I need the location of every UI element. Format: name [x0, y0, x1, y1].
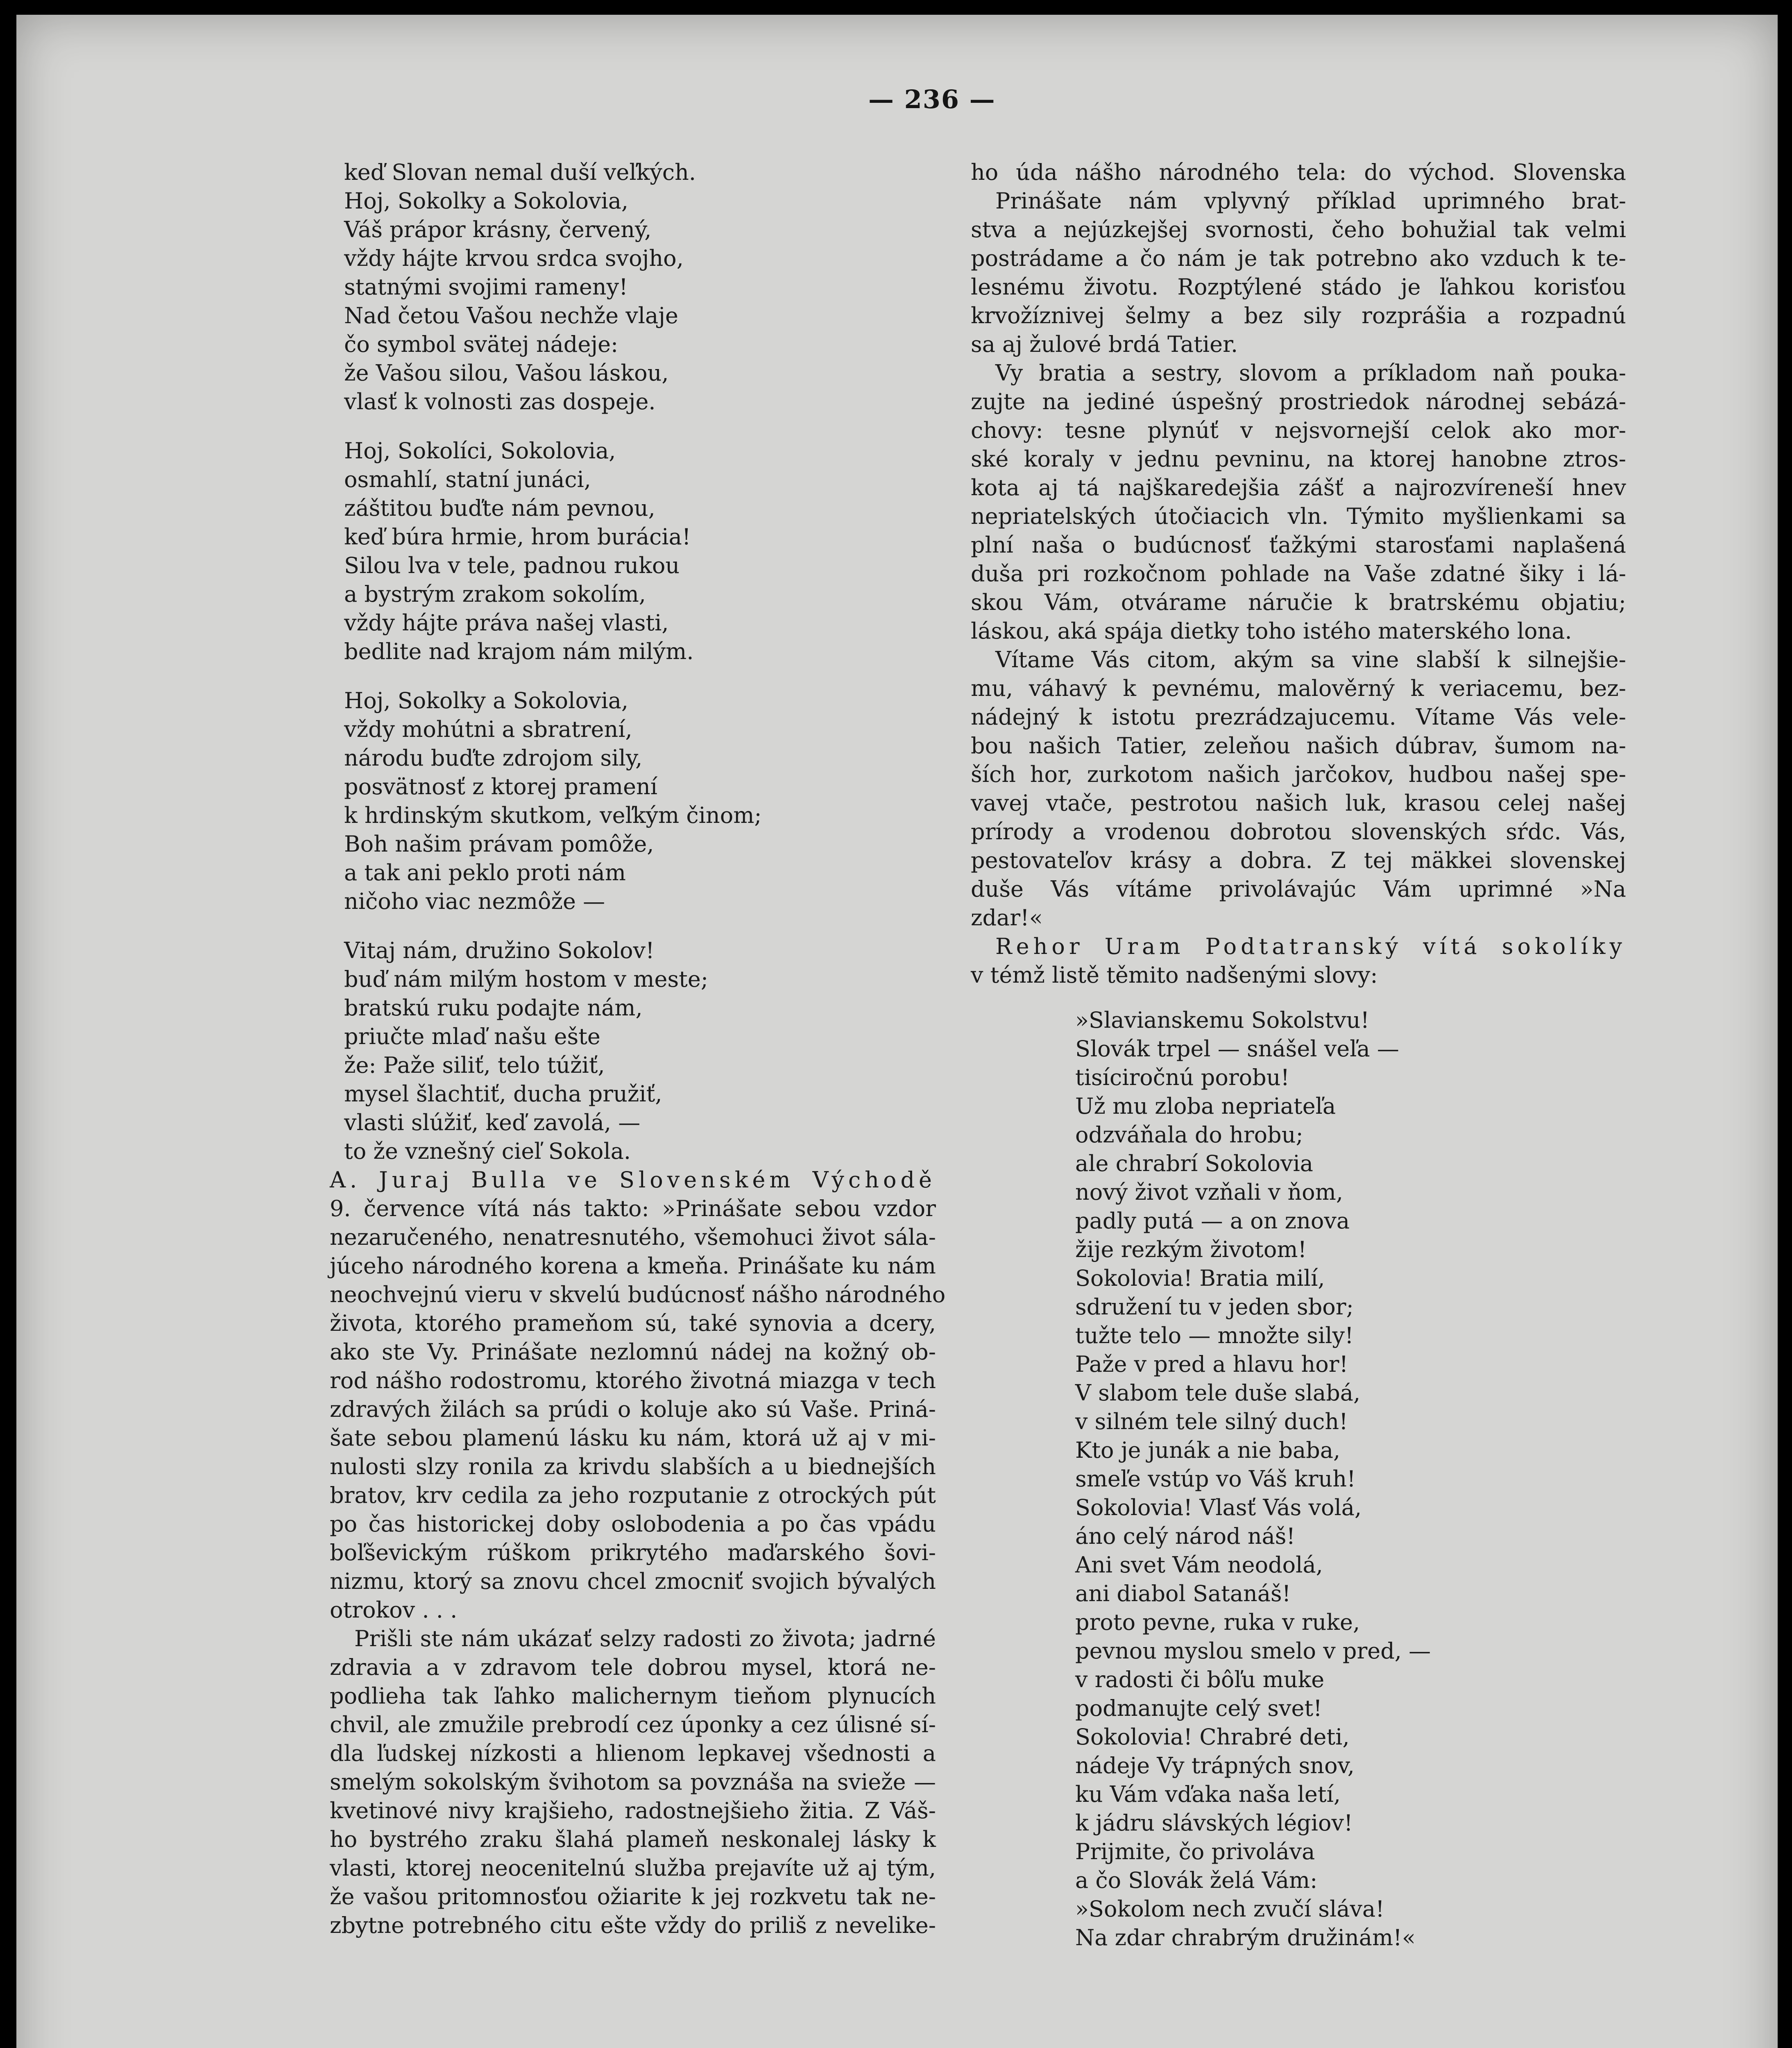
- text-line: bratskú ruku podajte nám,: [344, 995, 643, 1021]
- text-line: nezaručeného, nenatresnutého, všemohuci život sála-: [330, 1224, 936, 1250]
- text-line: kota aj tá najškaredejšia zášť a najrozvíreneší hnev: [971, 475, 1626, 501]
- text-line: ničoho viac nezmôže —: [344, 888, 605, 914]
- text-line: smeľe vstúp vo Váš kruh!: [1075, 1466, 1356, 1492]
- text-line: Hoj, Sokolky a Sokolovia,: [344, 188, 629, 214]
- text-line: chvil, ale zmužile prebrodí cez úponky a cez úlisné sí-: [330, 1712, 936, 1738]
- text-line: osmahlí, statní junáci,: [344, 467, 591, 492]
- text-line: vlasť k volnosti zas dospeje.: [344, 389, 656, 415]
- poem-stanza-4: [330, 936, 936, 1166]
- text-line: zujte na jediné úspešný prostriedok národnej sebázá-: [971, 389, 1626, 415]
- text-line: 9. července vítá nás takto: »Prinášate sebou vzdor: [330, 1196, 936, 1221]
- text-line: dla ľudskej nízkosti a hlienom lepkavej všednosti a: [330, 1740, 936, 1766]
- text-line: nulosti slzy ronila za krivdu slabších a u biednejších: [330, 1454, 936, 1479]
- text-line: nepriatelských útočiacich vln. Týmito myšlienkami sa: [971, 503, 1626, 529]
- right-column: [971, 158, 1626, 1952]
- text-line: »Slavianskemu Sokolstvu!: [1075, 1007, 1370, 1033]
- text-line: duše Vás vítáme privolávajúc Vám uprimné »Na: [971, 876, 1626, 902]
- text-line: Vitaj nám, družino Sokolov!: [344, 938, 655, 963]
- text-line: čo symbol svätej nádeje:: [344, 331, 618, 357]
- text-line: júceho národného korena a kmeňa. Prinášate ku nám: [330, 1253, 936, 1279]
- text-line: podmanujte celý svet!: [1075, 1695, 1322, 1721]
- text-line: vždy mohútni a sbratrení,: [344, 716, 632, 742]
- text-line: že Vašou silou, Vašou láskou,: [344, 360, 669, 386]
- text-line: Už mu zloba nepriateľa: [1075, 1093, 1336, 1119]
- text-line: ších hor, zurkotom našich jarčokov, hudbou našej spe-: [971, 761, 1626, 787]
- text-line: a bystrým zrakom sokolím,: [344, 581, 646, 607]
- text-line: ské koraly v jednu pevninu, na ktorej hanobne ztros-: [971, 446, 1626, 472]
- text-line: že vašou pritomnosťou ožiarite k jej rozkvetu tak ne-: [330, 1884, 936, 1910]
- text-line: Rehor Uram Podtatranský vítá sokolíky: [995, 933, 1626, 959]
- text-line: záštitou buďte nám pevnou,: [344, 495, 655, 521]
- text-line: Váš prápor krásny, červený,: [344, 217, 652, 242]
- text-line: buď nám milým hostom v meste;: [344, 966, 709, 992]
- text-line: bratov, krv cedila za jeho rozputanie z otrockých pút: [330, 1482, 936, 1508]
- text-line: zdravia a v zdravom tele dobrou mysel, ktorá ne-: [330, 1654, 936, 1680]
- text-line: Paže v pred a hlavu hor!: [1075, 1351, 1348, 1377]
- text-line: pestovateľov krásy a dobra. Z tej mäkkei slovenskej: [971, 847, 1626, 873]
- text-line: otrokov . . .: [330, 1597, 458, 1623]
- text-line: vždy hájte krvou srdca svojho,: [344, 245, 684, 271]
- text-line: ako ste Vy. Prinášate nezlomnú nádej na kožný ob-: [330, 1339, 936, 1365]
- text-line: v radosti či bôľu muke: [1075, 1667, 1325, 1692]
- poem-stanza-1: [330, 158, 936, 416]
- text-line: ho úda nášho národného tela: do východ. Slovenska: [971, 159, 1626, 185]
- text-line: to že vznešný cieľ Sokola.: [344, 1138, 631, 1164]
- text-line: krvožíznivej šelmy a bez sily rozprášia a rozpadnú: [971, 303, 1626, 328]
- text-line: nový život vzňali v ňom,: [1075, 1179, 1343, 1205]
- text-line: bou našich Tatier, zeleňou našich dúbrav, šumom na-: [971, 733, 1626, 759]
- text-line: neochvejnú vieru v skvelú budúcnosť nášho národného: [330, 1282, 946, 1307]
- text-line: kvetinové nivy krajšieho, radostnejšieho žitia. Z Váš-: [330, 1798, 936, 1824]
- text-line: láskou, aká spája dietky toho istého materského lona.: [971, 618, 1572, 644]
- text-line: a tak ani peklo proti nám: [344, 860, 626, 886]
- text-line: Hoj, Sokolky a Sokolovia,: [344, 688, 629, 714]
- text-line: V slabom tele duše slabá,: [1075, 1380, 1361, 1406]
- text-line: prírody a vrodenou dobrotou slovenských sŕdc. Vás,: [971, 819, 1626, 845]
- text-line: Sokolovia! Chrabré deti,: [1075, 1724, 1350, 1750]
- text-line: posvätnosť z ktorej pramení: [344, 774, 658, 800]
- text-line: mysel šlachtiť, ducha pružiť,: [344, 1081, 662, 1107]
- prose-paragraph-2: [971, 359, 1626, 646]
- text-line: žije rezkým životom!: [1075, 1237, 1307, 1262]
- text-line: že: Paže siliť, telo túžiť,: [344, 1052, 605, 1078]
- text-line: stva a nejúzkejšej svornosti, čeho bohužial tak velmi: [971, 217, 1626, 242]
- text-line: Boh našim právam pomôže,: [344, 831, 654, 857]
- text-line: Prinášate nám vplyvný příklad uprimného brat-: [995, 188, 1626, 214]
- text-line: mu, váhavý k pevnému, malověrný k veriacemu, bez-: [971, 675, 1626, 701]
- text-line: v silném tele silný duch!: [1075, 1409, 1348, 1434]
- text-line: Na zdar chrabrým družinám!«: [1075, 1925, 1416, 1951]
- text-line: nádejný k istotu prezrádzajucemu. Vítame Vás vele-: [971, 704, 1626, 730]
- text-line: vlasti slúžiť, keď zavolá, —: [344, 1110, 641, 1135]
- text-line: vlasti, ktorej neocenitelnú služba prejavíte už aj tým,: [330, 1855, 936, 1881]
- text-line: smelým sokolským švihotom sa povznáša na svieže —: [330, 1769, 936, 1795]
- text-line: sa aj žulové brdá Tatier.: [971, 331, 1238, 357]
- text-line: plní naša o budúcnosť ťažkými starosťami naplašená: [971, 532, 1626, 558]
- text-line: duša pri rozkočnom pohlade na Vaše zdatné šiky i lá-: [971, 561, 1626, 587]
- scanned-page: [16, 15, 1778, 2048]
- text-line: k hrdinským skutkom, veľkým činom;: [344, 802, 762, 828]
- prose-paragraph-1: [330, 1166, 946, 1624]
- text-line: v témž listě těmito nadšenými slovy:: [971, 962, 1378, 988]
- text-line: keď búra hrmie, hrom burácia!: [344, 524, 691, 550]
- prose-paragraph-3: [971, 646, 1626, 932]
- poem-stanza-3: [330, 686, 936, 916]
- text-line: ale chrabrí Sokolovia: [1075, 1151, 1313, 1176]
- text-line: boľševickým rúškom prikrytého maďarského šovi-: [330, 1540, 936, 1565]
- text-line: Ani svet Vám neodolá,: [1075, 1552, 1323, 1578]
- text-line: bedlite nad krajom nám milým.: [344, 639, 694, 664]
- left-column: [330, 158, 946, 1940]
- text-line: Silou lva v tele, padnou rukou: [344, 553, 680, 578]
- text-line: šate sebou plamenú lásku ku nám, ktorá už aj v mi-: [330, 1425, 936, 1451]
- text-line: keď Slovan nemal duší veľkých.: [344, 159, 696, 185]
- text-line: ani diabol Satanáš!: [1075, 1581, 1291, 1606]
- text-line: chovy: tesne plynúť v nejsvornejší celok ako mor-: [971, 417, 1626, 443]
- text-line: proto pevne, ruka v ruke,: [1075, 1609, 1360, 1635]
- text-line: Nad četou Vašou nechže vlaje: [344, 303, 678, 328]
- prose-paragraph-2: [330, 1624, 936, 1940]
- text-line: k jádru slávských légiov!: [1075, 1810, 1353, 1836]
- text-line: Sokolovia! Bratia milí,: [1075, 1265, 1325, 1291]
- text-line: tužte telo — množte sily!: [1075, 1323, 1354, 1348]
- text-line: postrádame a čo nám je tak potrebno ako vzduch k te-: [971, 245, 1626, 271]
- text-line: A. Juraj Bulla ve Slovenském Východě: [330, 1167, 936, 1193]
- text-line: sdružení tu v jeden sbor;: [1075, 1294, 1354, 1320]
- text-line: zdar!«: [971, 905, 1043, 931]
- text-line: Vítame Vás citom, akým sa vine slabší k silnejšie-: [995, 647, 1626, 673]
- page-number: — 236 —: [868, 84, 996, 114]
- text-line: národu buďte zdrojom sily,: [344, 745, 643, 771]
- text-line: Prijmite, čo privoláva: [1075, 1839, 1315, 1864]
- prose-paragraph-4: [971, 932, 1626, 990]
- text-line: tisíciročnú porobu!: [1075, 1065, 1290, 1090]
- text-line: Kto je junák a nie baba,: [1075, 1437, 1341, 1463]
- text-line: ho bystrého zraku šlahá plameň neskonalej lásky k: [330, 1826, 936, 1852]
- text-line: »Sokolom nech zvučí sláva!: [1075, 1896, 1384, 1922]
- text-line: vavej vtače, pestrotou našich luk, krasou celej našej: [971, 790, 1626, 816]
- text-line: Slovák trpel — snášel veľa —: [1075, 1036, 1399, 1062]
- text-line: vždy hájte práva našej vlasti,: [344, 610, 669, 636]
- text-line: nizmu, ktorý sa znovu chcel zmocniť svojich bývalých: [330, 1568, 936, 1594]
- text-line: života, ktorého prameňom sú, také synovia a dcery,: [330, 1310, 936, 1336]
- text-line: áno celý národ náš!: [1075, 1523, 1296, 1549]
- text-line: lesnému životu. Rozptýlené stádo je ľahkou korisťou: [971, 274, 1626, 300]
- text-line: skou Vám, otvárame náručie k bratrskému objatiu;: [971, 589, 1626, 615]
- text-line: a čo Slovák želá Vám:: [1075, 1867, 1318, 1893]
- text-line: po čas historickej doby oslobodenia a po čas vpádu: [330, 1511, 936, 1537]
- text-line: statnými svojimi rameny!: [344, 274, 628, 300]
- poem-greeting: [971, 1006, 1626, 1952]
- text-line: Hoj, Sokolíci, Sokolovia,: [344, 438, 616, 464]
- text-line: ku Vám vďaka naša letí,: [1075, 1781, 1341, 1807]
- prose-paragraph-1: [971, 158, 1626, 359]
- text-line: padly putá — a on znova: [1075, 1208, 1350, 1234]
- text-line: Prišli ste nám ukázať selzy radosti zo života; jadrné: [354, 1626, 936, 1652]
- text-line: zdravých žilách sa prúdi o koluje ako sú Vaše. Priná-: [330, 1396, 936, 1422]
- text-line: pevnou myslou smelo v pred, —: [1075, 1638, 1431, 1664]
- text-line: odzváňala do hrobu;: [1075, 1122, 1303, 1148]
- text-line: zbytne potrebného citu ešte vždy do priliš z nevelike-: [330, 1912, 936, 1938]
- text-line: priučte mlaď našu ešte: [344, 1024, 600, 1049]
- text-line: nádeje Vy trápných snov,: [1075, 1753, 1355, 1778]
- text-line: podlieha tak ľahko malichernym tieňom plynucích: [330, 1683, 936, 1709]
- text-line: Sokolovia! Vlasť Vás volá,: [1075, 1495, 1362, 1520]
- text-line: Vy bratia a sestry, slovom a príkladom naň pouka-: [995, 360, 1626, 386]
- poem-stanza-2: [330, 437, 936, 666]
- text-line: rod nášho rodostromu, ktorého životná miazga v tech: [330, 1368, 936, 1393]
